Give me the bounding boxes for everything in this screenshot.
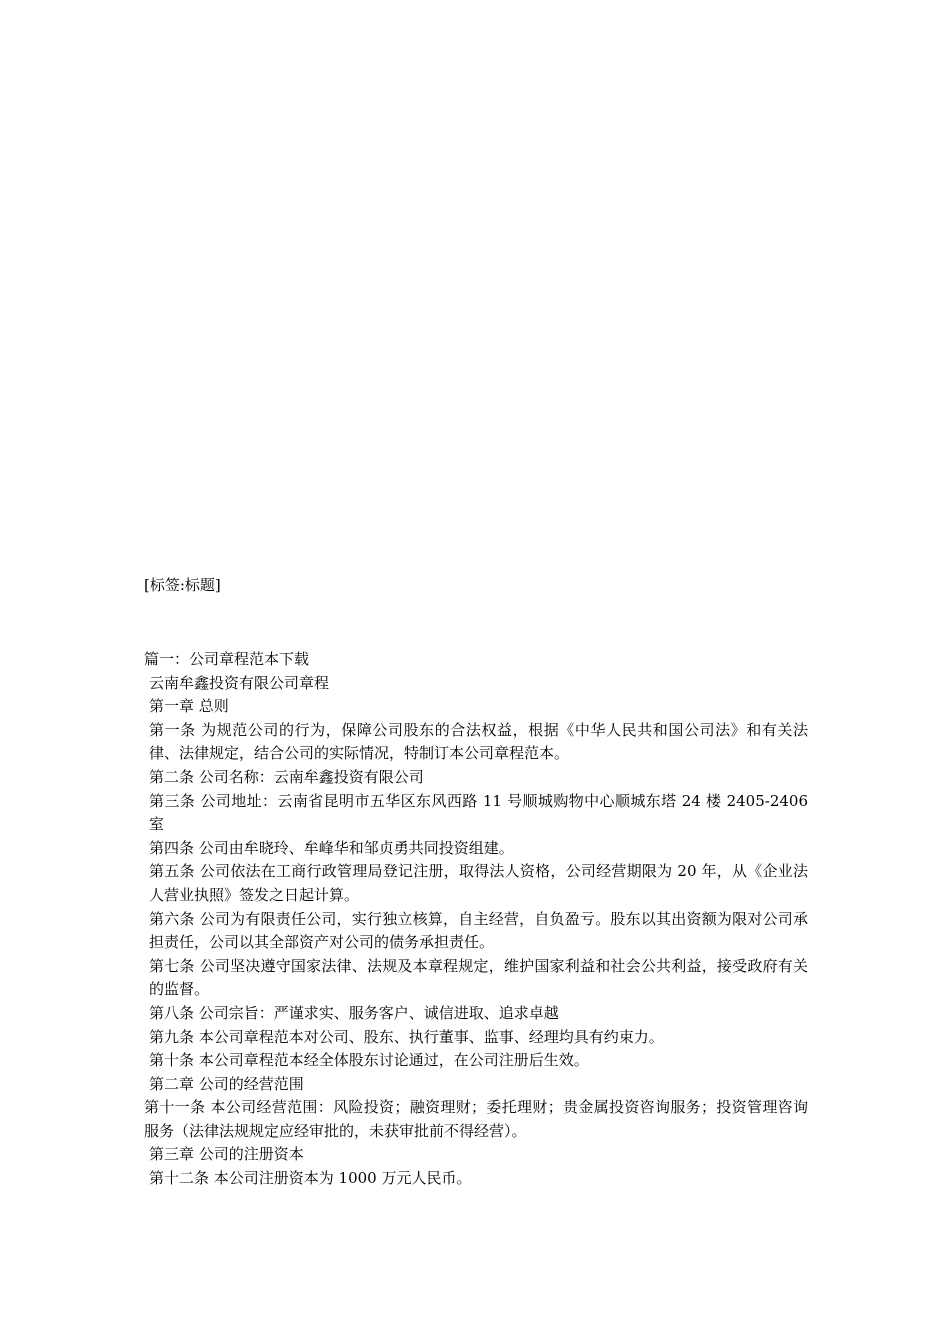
document-body <box>144 648 808 1191</box>
article-paragraph: 第七条 公司坚决遵守国家法律、法规及本章程规定，维护国家利益和社会公共利益，接受政府有关的监督。 <box>149 956 808 999</box>
tag-label: [标签:标题] <box>144 576 221 594</box>
article-paragraph: 第三条 公司地址：云南省昆明市五华区东风西路 11 号顺城购物中心顺城东塔 24 楼 2405-2406 室 <box>149 791 808 834</box>
article-paragraph: 第二条 公司名称：云南牟鑫投资有限公司 <box>149 767 424 786</box>
article-paragraph: 第十条 本公司章程范本经全体股东讨论通过，在公司注册后生效。 <box>149 1051 589 1070</box>
article-paragraph: 第六条 公司为有限责任公司，实行独立核算，自主经营，自负盈亏。股东以其出资额为限对公司承担责任，公司以其全部资产对公司的债务承担责任。 <box>149 909 808 952</box>
article-paragraph: 第四条 公司由牟晓玲、牟峰华和邹贞勇共同投资组建。 <box>149 838 514 857</box>
article-paragraph: 第十一条 本公司经营范围：风险投资；融资理财；委托理财；贵金属投资咨询服务；投资管理咨询服务（法律法规规定应经审批的，未获审批前不得经营）。 <box>144 1098 808 1140</box>
article-paragraph: 第十二条 本公司注册资本为 1000 万元人民币。 <box>149 1169 472 1188</box>
chapter-heading: 第三章 公司的注册资本 <box>149 1145 304 1164</box>
chapter-heading: 第二章 公司的经营范围 <box>149 1074 304 1093</box>
document-title: 云南牟鑫投资有限公司章程 <box>149 673 330 692</box>
article-paragraph: 第八条 公司宗旨：严谨求实、服务客户、诚信进取、追求卓越 <box>149 1003 559 1022</box>
article-paragraph: 第九条 本公司章程范本对公司、股东、执行董事、监事、经理均具有约束力。 <box>149 1027 664 1046</box>
chapter-heading: 第一章 总则 <box>149 697 229 716</box>
article-paragraph: 第五条 公司依法在工商行政管理局登记注册，取得法人资格，公司经营期限为 20 年，从《企业法人营业执照》签发之日起计算。 <box>149 862 808 904</box>
section-heading: 篇一：公司章程范本下载 <box>144 650 310 668</box>
article-paragraph: 第一条 为规范公司的行为，保障公司股东的合法权益，根据《中华人民共和国公司法》和有关法律、法律规定，结合公司的实际情况，特制订本公司章程范本。 <box>149 720 808 763</box>
